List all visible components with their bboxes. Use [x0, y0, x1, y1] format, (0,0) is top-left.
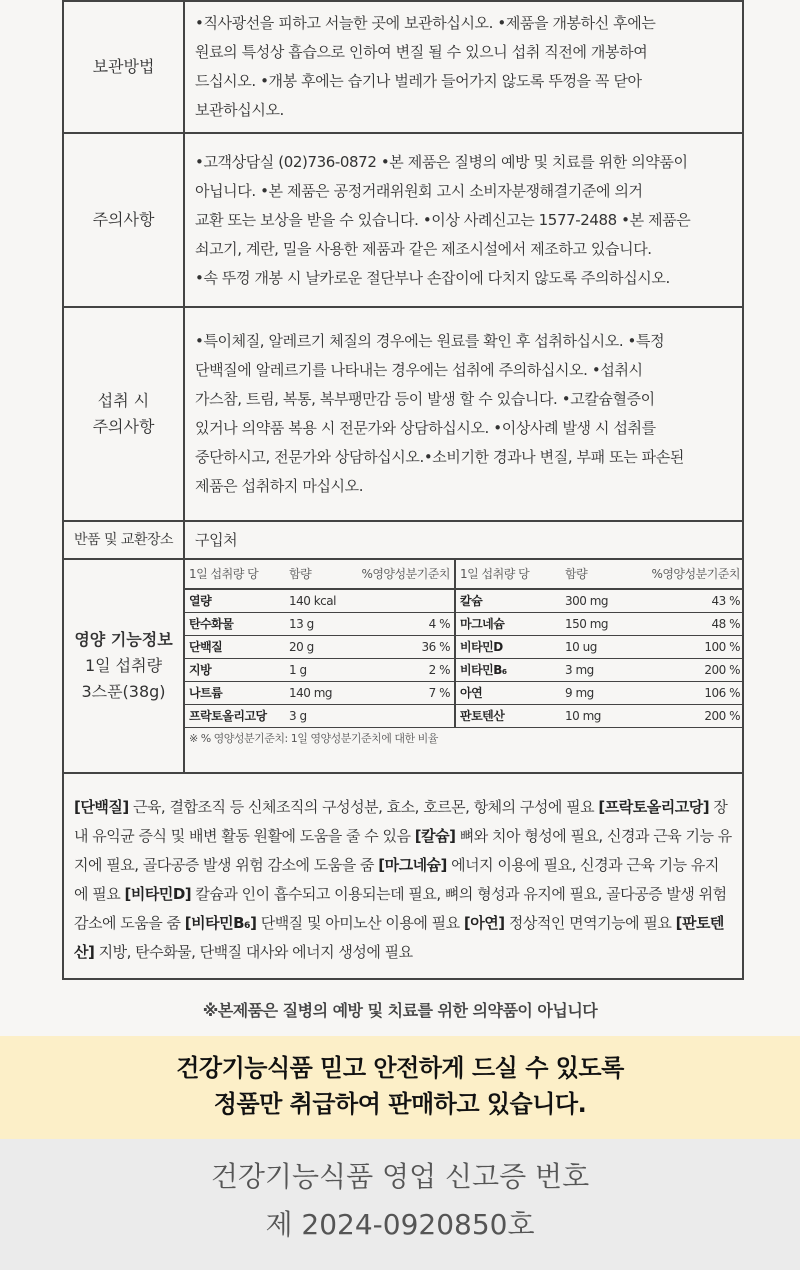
- nutrient-amount: 1 g: [285, 659, 347, 682]
- intake-line: 중단하시고, 전문가와 상담하십시오.•소비기한 경과나 변질, 부패 또는 파손된: [195, 448, 684, 466]
- nutrition-grid: [185, 560, 744, 750]
- nutrition-label: [63, 559, 184, 773]
- nutrition-header: %영양성분기준치: [651, 567, 740, 581]
- nutrition-data-row: [185, 705, 744, 728]
- function-nutrient: [판토텐산]: [74, 914, 724, 961]
- nutrition-header-row: [185, 560, 744, 589]
- nutrient-pct: [347, 705, 455, 728]
- nutrient-name: 아연: [455, 682, 561, 705]
- intake-caution-text: [184, 307, 743, 521]
- nutrition-data-row: [185, 613, 744, 636]
- business-license-section: [0, 1139, 800, 1270]
- nutrient-amount: 140 mg: [285, 682, 347, 705]
- storage-line: 보관하십시오.: [195, 101, 284, 119]
- nutrient-name: 단백질: [185, 636, 285, 659]
- nutrient-amount: 10 mg: [561, 705, 623, 728]
- nutrient-name: 탄수화물: [185, 613, 285, 636]
- nutrition-header: 1일 섭취량 당: [455, 560, 561, 589]
- nutrition-facts: [184, 559, 743, 773]
- storage-label: 보관방법: [63, 1, 184, 133]
- function-desc: 지방, 탄수화물, 단백질 대사와 에너지 생성에 필요: [94, 943, 413, 961]
- nutrient-name: 판토텐산: [455, 705, 561, 728]
- nutrient-name: 지방: [185, 659, 285, 682]
- nutrient-pct: 2 %: [347, 659, 455, 682]
- return-row: [63, 521, 743, 559]
- product-info-table: [62, 0, 744, 980]
- nutrient-pct: 106 %: [623, 682, 744, 705]
- nutrient-amount: 20 g: [285, 636, 347, 659]
- nutrient-name: 나트륨: [185, 682, 285, 705]
- nutrient-amount: 10 ug: [561, 636, 623, 659]
- intake-label-line: 섭취 시: [97, 391, 150, 410]
- nutrition-label-line: 영양 기능정보: [74, 630, 173, 649]
- function-nutrient: [칼슘]: [414, 827, 456, 845]
- nutrient-amount: 140 kcal: [285, 589, 347, 613]
- functions-text: [63, 773, 743, 979]
- caution-line: •고객상담실 (02)736-0872 •본 제품은 질병의 예방 및 치료를 위한 의약품이: [195, 152, 688, 171]
- return-label: 반품 및 교환장소: [63, 521, 184, 559]
- nutrient-pct: 200 %: [623, 705, 744, 728]
- nutrient-name: 마그네슘: [455, 613, 561, 636]
- nutrient-amount: 9 mg: [561, 682, 623, 705]
- function-nutrient: [비타민B₆]: [184, 914, 257, 932]
- nutrient-pct: 4 %: [347, 613, 455, 636]
- function-desc: 에너지 이용에 필요, 신경과 근육 기능 유지에 필요: [74, 856, 719, 903]
- caution-line: •속 뚜껑 개봉 시 날카로운 절단부나 손잡이에 다치지 않도록 주의하십시오.: [195, 268, 670, 287]
- function-nutrient: [아연]: [463, 914, 505, 932]
- function-desc: 칼슘과 인이 흡수되고 이용되는데 필요, 뼈의 형성과 유지에 필요, 골다공증 발생 위험 감소에 도움을 줌: [74, 885, 727, 932]
- nutrition-header: 함량: [289, 567, 312, 581]
- return-value: 구입처: [184, 521, 743, 559]
- intake-line: 있거나 의약품 복용 시 전문가와 상담하십시오. •이상사례 발생 시 섭취를: [195, 419, 656, 437]
- caution-row: [63, 133, 743, 307]
- nutrition-note-row: [185, 728, 744, 751]
- nutrition-label-line: 1일 섭취량: [84, 656, 163, 675]
- caution-text: [184, 133, 743, 307]
- license-number: 제 2024-0920850호: [265, 1208, 535, 1241]
- intake-caution-row: [63, 307, 743, 521]
- nutrition-header: 함량: [565, 567, 588, 581]
- nutrient-pct: 48 %: [623, 613, 744, 636]
- nutrient-pct: [347, 589, 455, 613]
- nutrient-pct: 100 %: [623, 636, 744, 659]
- authentic-product-banner: [0, 1036, 800, 1139]
- nutrition-header: %영양성분기준치: [361, 567, 450, 581]
- nutrition-data-row: [185, 589, 744, 613]
- medicine-disclaimer: ※본제품은 질병의 예방 및 치료를 위한 의약품이 아닙니다: [202, 1001, 598, 1020]
- nutrient-name: 칼슘: [455, 589, 561, 613]
- storage-line: 드십시오. •개봉 후에는 습기나 벌레가 들어가지 않도록 뚜껑을 꼭 닫아: [195, 72, 642, 90]
- function-nutrient: [프락토올리고당]: [598, 798, 710, 816]
- caution-line: 아닙니다. •본 제품은 공정거래위원회 고시 소비자분쟁해결기준에 의거: [195, 181, 643, 200]
- nutrition-label-line: 3스푼(38g): [81, 682, 166, 701]
- storage-row: [63, 1, 743, 133]
- nutrient-amount: 3 mg: [561, 659, 623, 682]
- license-title: 건강기능식품 영업 신고증 번호: [210, 1160, 590, 1193]
- function-nutrient: [단백질]: [74, 798, 129, 816]
- nutrient-name: 비타민D: [455, 636, 561, 659]
- banner-line: 건강기능식품 믿고 안전하게 드실 수 있도록: [176, 1054, 624, 1082]
- storage-line: •직사광선을 피하고 서늘한 곳에 보관하십시오. •제품을 개봉하신 후에는: [195, 14, 656, 32]
- nutrition-header: 1일 섭취량 당: [189, 567, 259, 581]
- nutrition-data-row: [185, 659, 744, 682]
- caution-line: 쇠고기, 계란, 밀을 사용한 제품과 같은 제조시설에서 제조하고 있습니다.: [195, 239, 652, 258]
- nutrition-data-row: [185, 682, 744, 705]
- function-nutrient: [마그네슘]: [378, 856, 447, 874]
- storage-text: [184, 1, 743, 133]
- nutrition-row: [63, 559, 743, 773]
- nutrient-pct: 43 %: [623, 589, 744, 613]
- nutrient-pct: 200 %: [623, 659, 744, 682]
- nutrient-pct: 36 %: [347, 636, 455, 659]
- intake-line: 단백질에 알레르기를 나타내는 경우에는 섭취에 주의하십시오. •섭취시: [195, 361, 643, 379]
- intake-line: 가스참, 트림, 복통, 복부팽만감 등이 발생 할 수 있습니다. •고칼슘혈증이: [195, 390, 655, 408]
- nutrient-name: 열량: [185, 589, 285, 613]
- function-desc: 근육, 결합조직 등 신체조직의 구성성분, 효소, 호르몬, 항체의 구성에 필요: [128, 798, 599, 816]
- nutrient-name: 프락토올리고당: [185, 705, 285, 728]
- nutrient-amount: 13 g: [285, 613, 347, 636]
- function-desc: 단백질 및 아미노산 이용에 필요: [256, 914, 464, 932]
- caution-line: 교환 또는 보상을 받을 수 있습니다. •이상 사례신고는 1577-2488 •본 제품은: [195, 210, 691, 229]
- nutrient-amount: 150 mg: [561, 613, 623, 636]
- intake-line: •특이체질, 알레르기 체질의 경우에는 원료를 확인 후 섭취하십시오. •특정: [195, 332, 665, 350]
- intake-line: 제품은 섭취하지 마십시오.: [195, 477, 364, 495]
- function-desc: 정상적인 면역기능에 필요: [504, 914, 676, 932]
- functions-row: [63, 773, 743, 979]
- nutrition-data-row: [185, 636, 744, 659]
- storage-line: 원료의 특성상 흡습으로 인하여 변질 될 수 있으니 섭취 직전에 개봉하여: [195, 43, 648, 61]
- nutrient-pct: 7 %: [347, 682, 455, 705]
- nutrition-note: ※ % 영양성분기준치: 1일 영양성분기준치에 대한 비율: [189, 732, 438, 745]
- caution-label: 주의사항: [63, 133, 184, 307]
- nutrient-name: 비타민B₆: [455, 659, 561, 682]
- nutrient-amount: 3 g: [285, 705, 347, 728]
- nutrient-amount: 300 mg: [561, 589, 623, 613]
- banner-line: 정품만 취급하여 판매하고 있습니다.: [213, 1090, 587, 1118]
- function-nutrient: [비타민D]: [124, 885, 192, 903]
- function-desc: 뼈와 치아 형성에 필요, 신경과 근육 기능 유지에 필요, 골다공증 발생 위험 감소에 도움을 줌: [74, 827, 732, 874]
- intake-label-line: 주의사항: [92, 417, 155, 436]
- intake-caution-label: [63, 307, 184, 521]
- function-desc: 장내 유익균 증식 및 배변 활동 원활에 도움을 줄 수 있음: [74, 798, 728, 845]
